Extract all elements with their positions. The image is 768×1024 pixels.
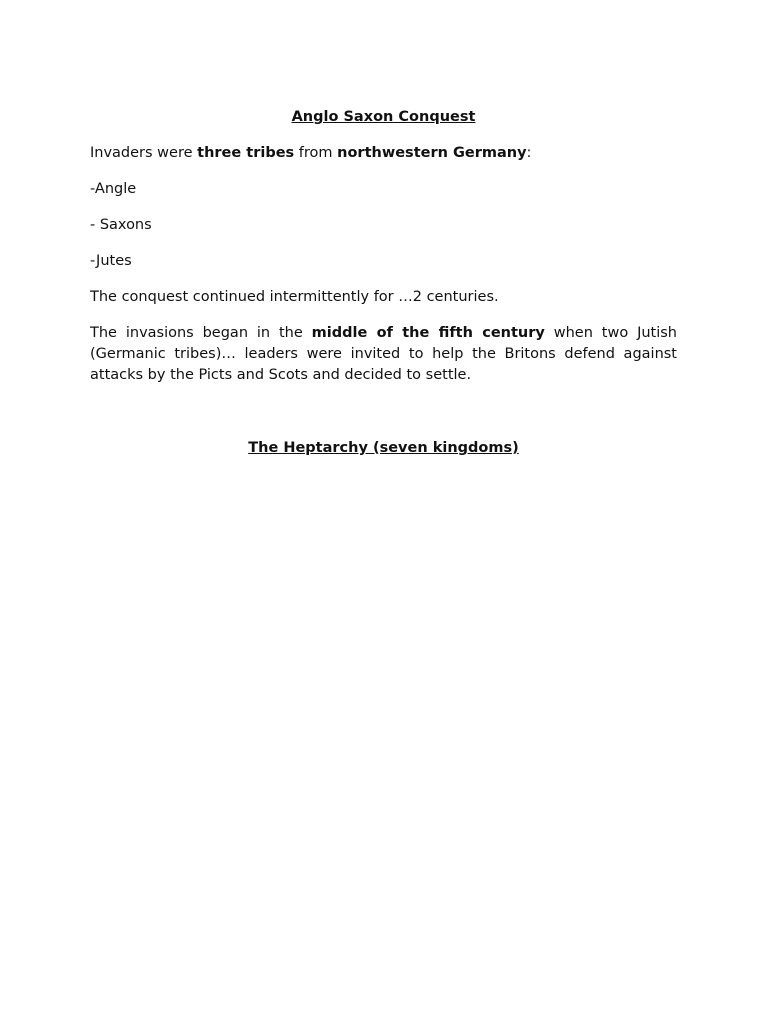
invasions-paragraph [90,323,677,386]
intro-paragraph [90,143,677,164]
intro-bold-tribes: three tribes [197,145,295,161]
section-heading-heptarchy: The Heptarchy (seven kingdoms) [248,440,519,456]
tribe-item-saxons: - Saxons [90,217,152,233]
intro-mid: from [294,145,338,161]
paragraph-spacer [90,386,677,438]
invasions-bold-date: middle of the fifth century [311,325,545,341]
intro-prefix: Invaders were [90,145,198,161]
tribe-item-angle: -Angle [90,181,137,197]
conquest-paragraph: The conquest continued intermittently for …2 centuries. [90,289,499,305]
invasions-prefix: The invasions began in the [90,325,312,341]
tribe-item-jutes: -Jutes [90,253,132,269]
document-title: Anglo Saxon Conquest [291,109,476,125]
intro-suffix: : [526,145,532,161]
intro-bold-region: northwestern Germany [337,145,527,161]
document-page [90,107,677,459]
invasions-suffix: when two Jutish (Germanic tribes)… leaders were invited to help the Britons defend against attacks by the Picts and Scots and decided to settle. [90,325,677,383]
